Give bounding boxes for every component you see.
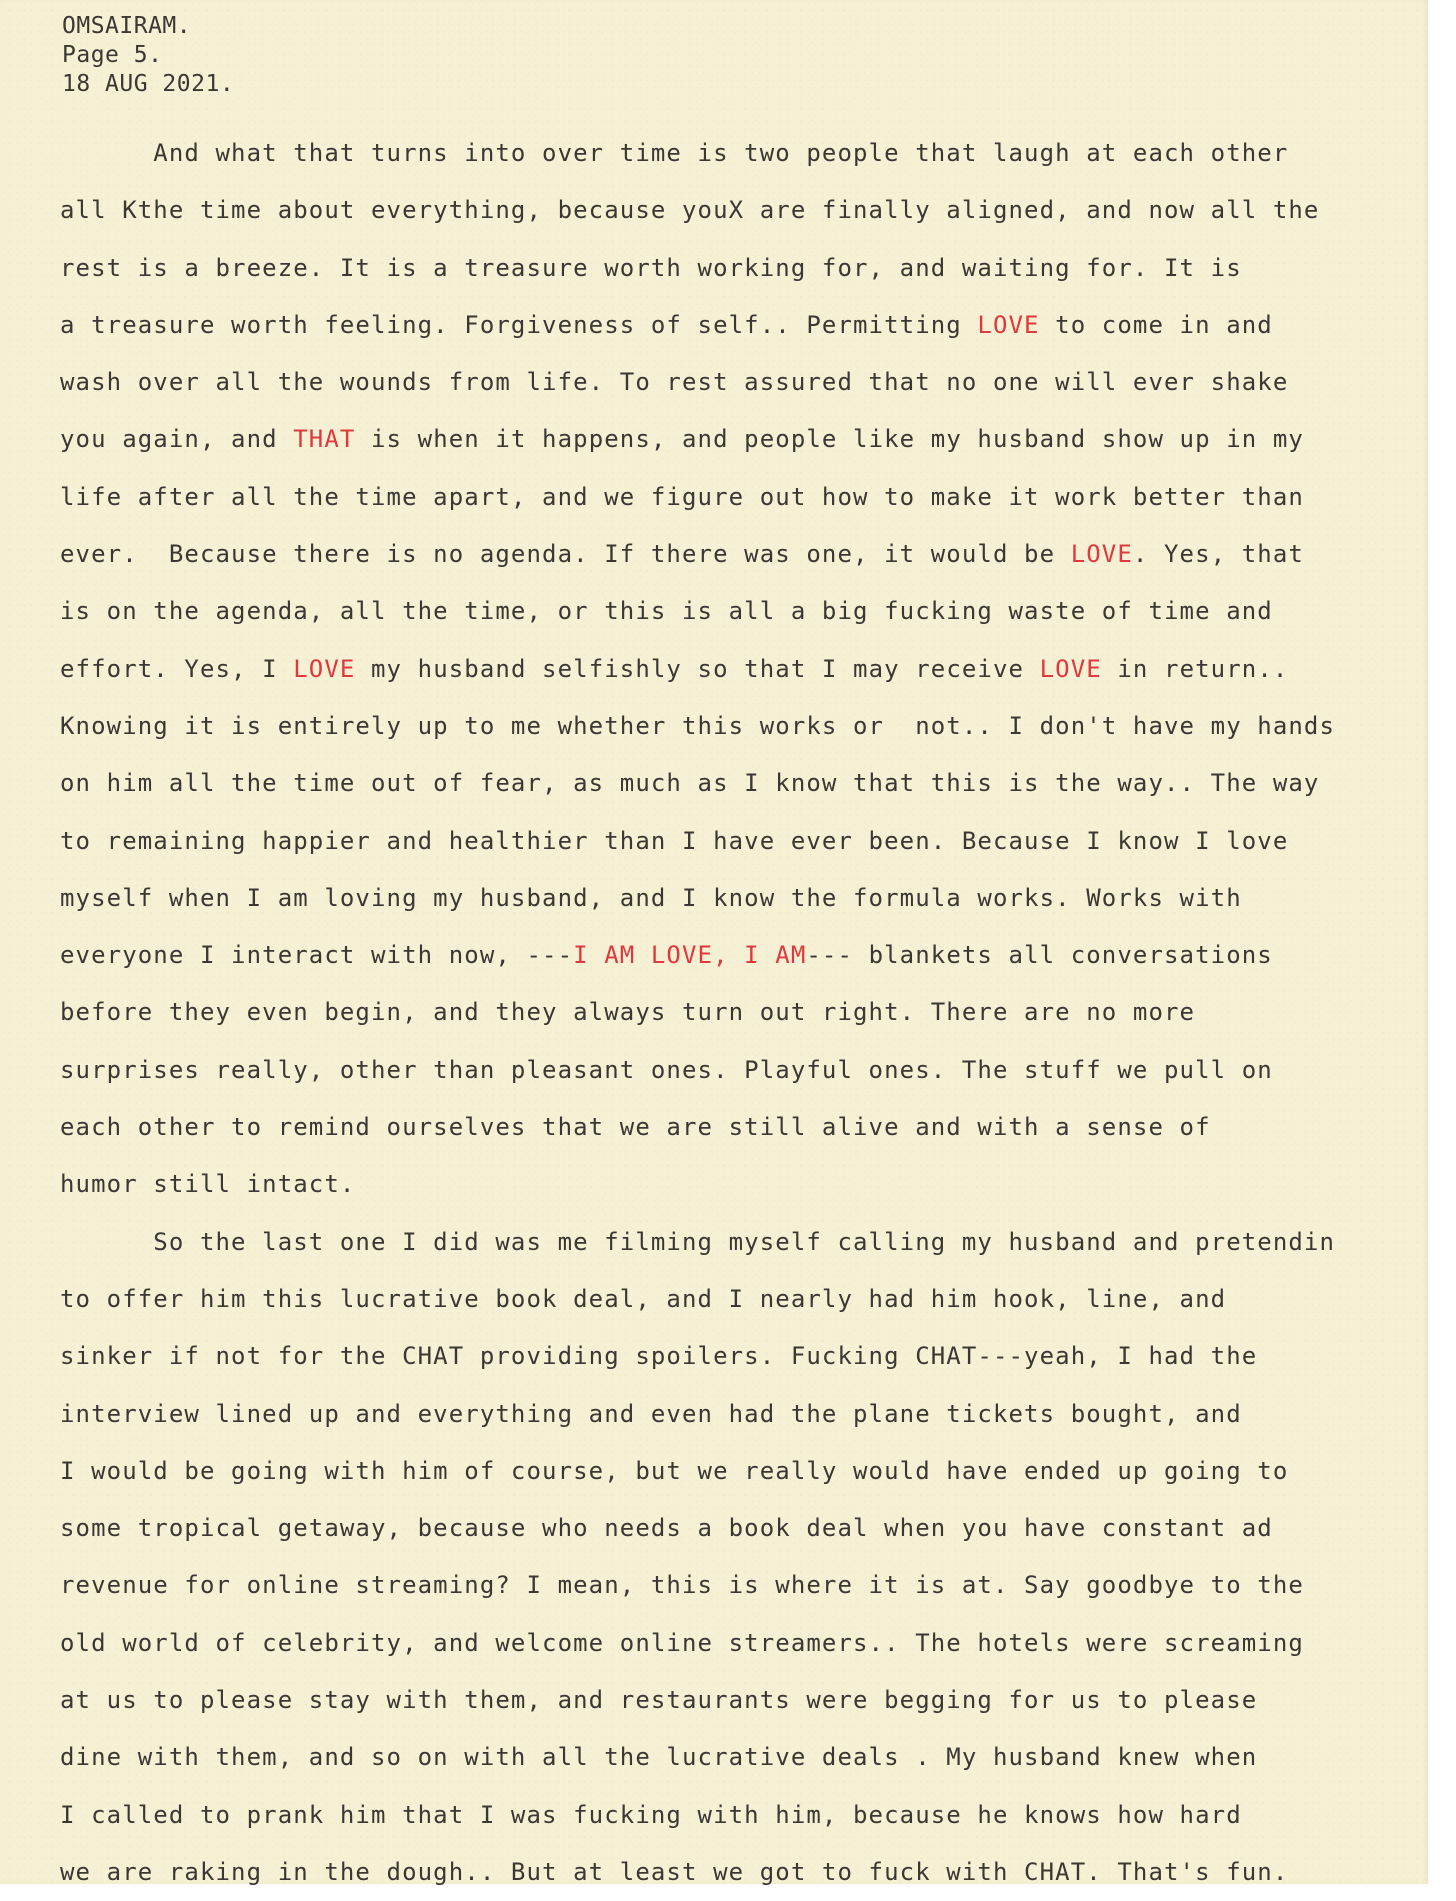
text-line: interview lined up and everything and even had the plane tickets bought, and [60,1399,1242,1428]
text-line [60,927,1440,984]
text-line: some tropical getaway, because who needs a book deal when you have constant ad [60,1514,1273,1543]
header-date: 18 AUG 2021. [62,71,235,97]
text-line: on him all the time out of fear, as much as I know that this is the way.. The way [60,769,1320,798]
text-segment: ever. Because there is no agenda. If there was one, it would be [60,540,1071,569]
text-line: sinker if not for the CHAT providing spoilers. Fucking CHAT---yeah, I had the [60,1342,1258,1371]
text-segment: . Yes, that [1132,540,1304,569]
text-segment: effort. Yes, I [60,654,294,683]
red-highlight-word: LOVE [977,310,1040,339]
header-page-number: Page 5. [62,42,163,68]
text-segment: everyone I interact with now, --- [60,941,574,970]
text-line: is on the agenda, all the time, or this is all a big fucking waste of time and [60,597,1273,626]
text-segment: --- blankets all conversations [806,941,1273,970]
text-line: we are raking in the dough.. But at least we got to fuck with CHAT. That's fun. [60,1857,1289,1886]
text-segment: in return.. [1101,654,1289,683]
red-highlight-word: THAT [293,425,356,454]
text-segment: a treasure worth feeling. Forgiveness of self.. Permitting [60,310,978,339]
text-line: humor still intact. [60,1170,356,1199]
text-line: to offer him this lucrative book deal, and I nearly had him hook, line, and [60,1284,1227,1313]
header-salutation: OMSAIRAM. [62,13,192,39]
text-line: surprises really, other than pleasant ones. Playful ones. The stuff we pull on [60,1055,1273,1084]
text-line: life after all the time apart, and we figure out how to make it work better than [60,482,1304,511]
text-line: I would be going with him of course, but we really would have ended up going to [60,1456,1289,1485]
red-highlight-phrase: I AM LOVE, I AM [573,941,807,970]
text-line [60,641,1440,698]
text-line: rest is a breeze. It is a treasure worth working for, and waiting for. It is [60,253,1242,282]
text-line: each other to remind ourselves that we are still alive and with a sense of [60,1113,1211,1142]
page-header [62,12,234,99]
text-segment: my husband selfishly so that I may receive [355,654,1040,683]
red-highlight-word: LOVE [1070,540,1133,569]
text-line: So the last one I did was me filming myself calling my husband and pretendin [60,1227,1336,1256]
letter-body [60,125,1440,1901]
text-line: at us to please stay with them, and restaurants were begging for us to please [60,1686,1258,1715]
text-line: to remaining happier and healthier than I have ever been. Because I know I love [60,826,1289,855]
text-line [60,297,1440,354]
text-line: dine with them, and so on with all the lucrative deals . My husband knew when [60,1743,1258,1772]
text-segment: is when it happens, and people like my husband show up in my [355,425,1304,454]
text-line [60,411,1440,468]
text-line: I called to prank him that I was fucking with him, because he knows how hard [60,1800,1242,1829]
text-line: myself when I am loving my husband, and I know the formula works. Works with [60,883,1242,912]
text-line [60,526,1440,583]
text-line: wash over all the wounds from life. To rest assured that no one will ever shake [60,368,1289,397]
text-line: revenue for online streaming? I mean, this is where it is at. Say goodbye to the [60,1571,1304,1600]
red-highlight-word: LOVE [1039,654,1102,683]
text-line: Knowing it is entirely up to me whether this works or not.. I don't have my hands [60,711,1336,740]
text-line: And what that turns into over time is two people that laugh at each other [60,139,1289,167]
red-highlight-word: LOVE [293,654,356,683]
text-segment: to come in and [1039,310,1273,339]
text-line: before they even begin, and they always turn out right. There are no more [60,998,1196,1027]
text-line: old world of celebrity, and welcome online streamers.. The hotels were screaming [60,1628,1304,1657]
text-segment: you again, and [60,425,294,454]
text-line: all Kthe time about everything, because youX are finally aligned, and now all the [60,196,1320,225]
